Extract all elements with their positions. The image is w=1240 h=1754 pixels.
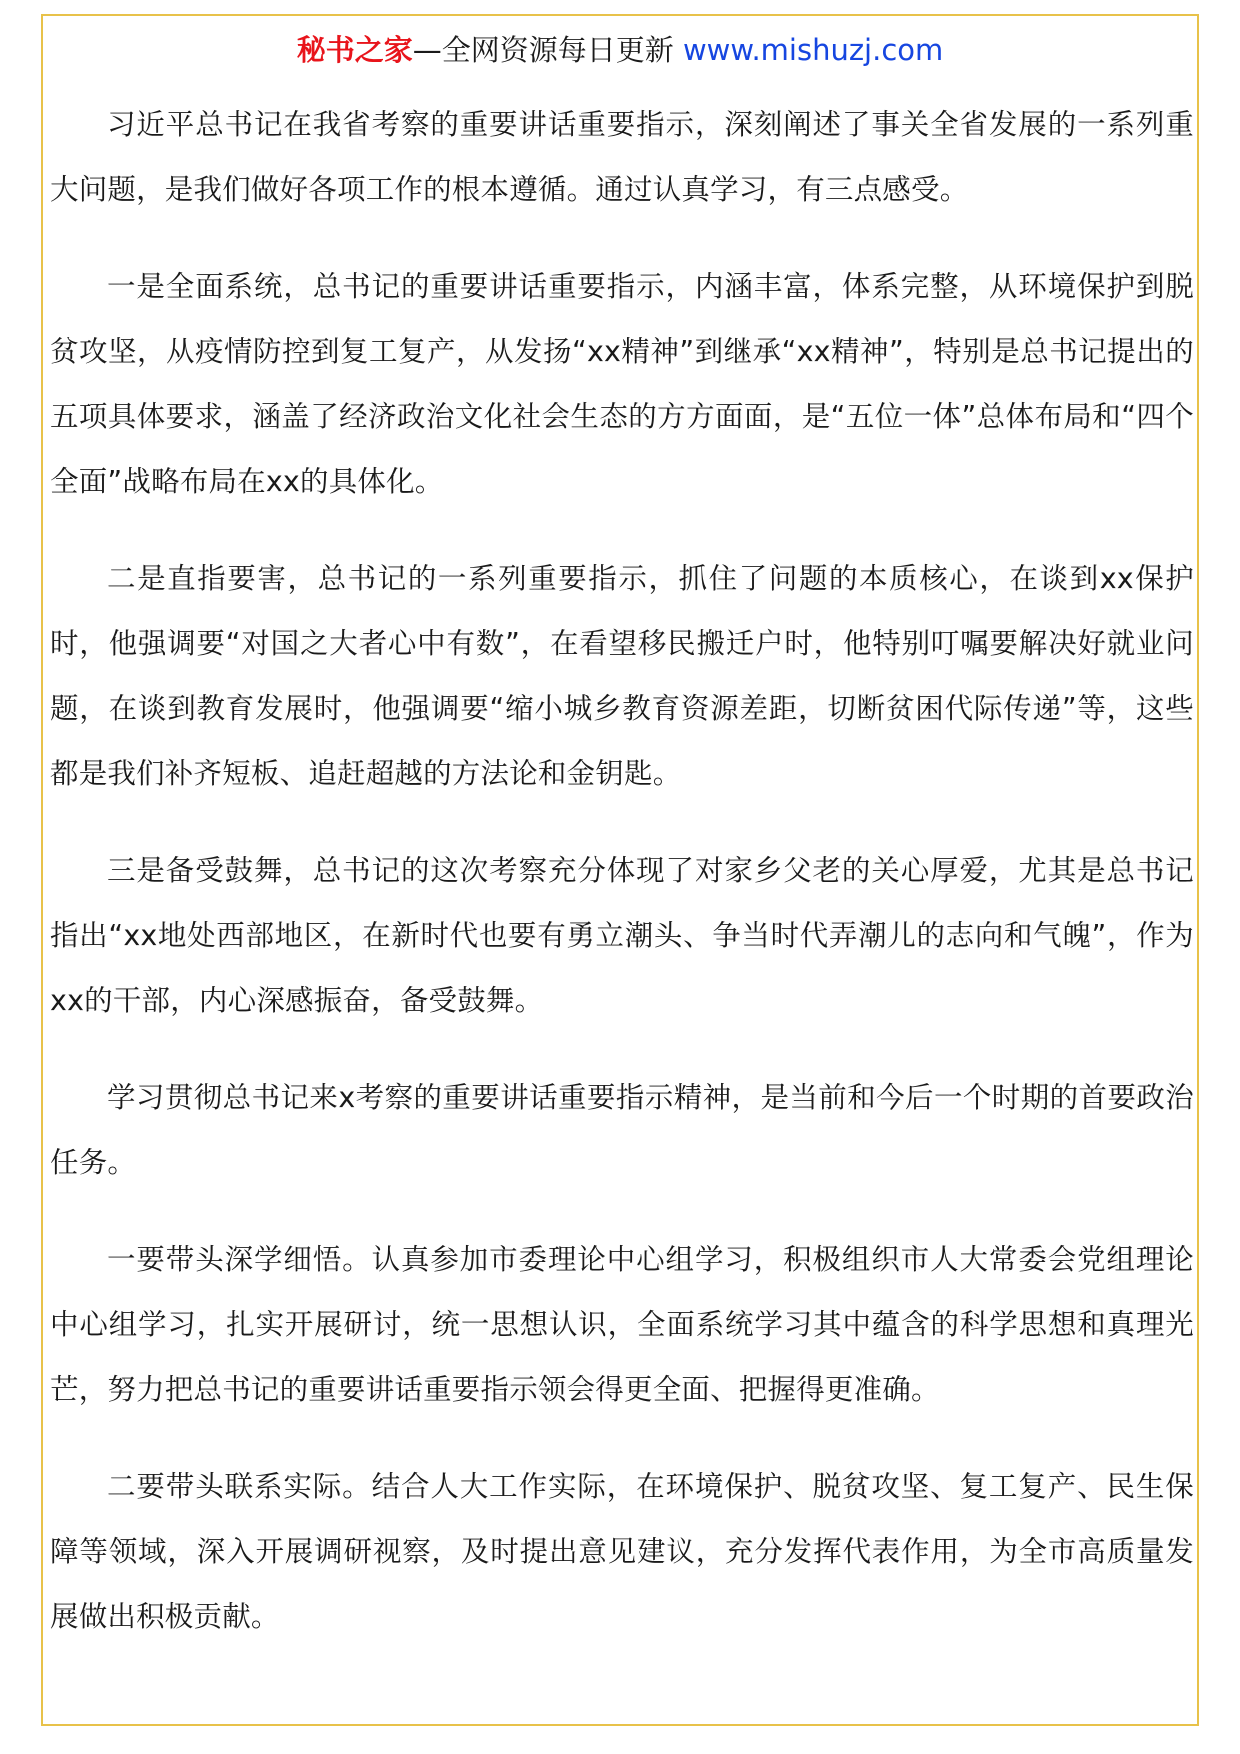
document-body: [50, 92, 1194, 1681]
header-tagline: —全网资源每日更新: [412, 33, 683, 67]
paragraph-requirement-one: 一要带头深学细悟。认真参加市委理论中心组学习，积极组织市人大常委会党组理论中心组学习，扎实开展研讨，统一思想认识，全面系统学习其中蕴含的科学思想和真理光芒，努力把总书记的重要讲话重要指示领会得更全面、把握得更准确。: [50, 1243, 1194, 1406]
site-url-link[interactable]: www.mishuzj.com: [682, 33, 944, 67]
paragraph-point-two: 二是直指要害，总书记的一系列重要指示，抓住了问题的本质核心，在谈到xx保护时，他强调要“对国之大者心中有数”，在看望移民搬迁户时，他特别叮嘱要解决好就业问题，在谈到教育发展时，他强调要“缩小城乡教育资源差距，切断贫困代际传递”等，这些都是我们补齐短板、追赶超越的方法论和金钥匙。: [50, 562, 1194, 790]
site-header: [41, 30, 1199, 70]
brand-name: 秘书之家: [296, 33, 413, 67]
paragraph-task: 学习贯彻总书记来x考察的重要讲话重要指示精神，是当前和今后一个时期的首要政治任务。: [50, 1081, 1194, 1179]
paragraph-point-three: 三是备受鼓舞，总书记的这次考察充分体现了对家乡父老的关心厚爱，尤其是总书记指出“xx地处西部地区，在新时代也要有勇立潮头、争当时代弄潮儿的志向和气魄”，作为xx的干部，内心深感振奋，备受鼓舞。: [50, 854, 1194, 1017]
paragraph-intro: 习近平总书记在我省考察的重要讲话重要指示，深刻阐述了事关全省发展的一系列重大问题，是我们做好各项工作的根本遵循。通过认真学习，有三点感受。: [50, 108, 1194, 206]
paragraph-point-one: 一是全面系统，总书记的重要讲话重要指示，内涵丰富，体系完整，从环境保护到脱贫攻坚，从疫情防控到复工复产，从发扬“xx精神”到继承“xx精神”，特别是总书记提出的五项具体要求，涵盖了经济政治文化社会生态的方方面面，是“五位一体”总体布局和“四个全面”战略布局在xx的具体化。: [50, 270, 1194, 498]
paragraph-requirement-two: 二要带头联系实际。结合人大工作实际，在环境保护、脱贫攻坚、复工复产、民生保障等领域，深入开展调研视察，及时提出意见建议，充分发挥代表作用，为全市高质量发展做出积极贡献。: [50, 1470, 1194, 1633]
